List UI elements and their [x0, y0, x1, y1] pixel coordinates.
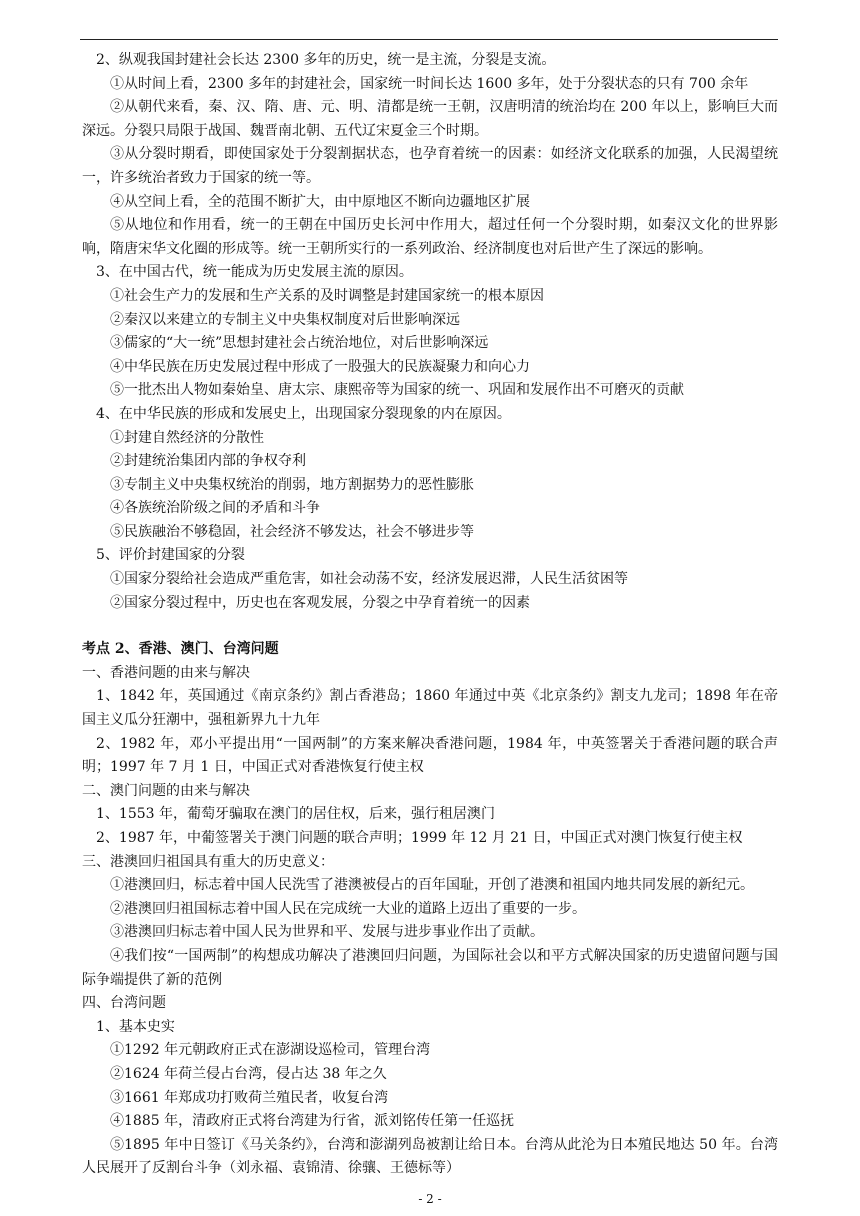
paragraph: 3、在中国古代，统一能成为历史发展主流的原因。	[96, 264, 413, 281]
paragraph: ②1624 年荷兰侵占台湾，侵占达 38 年之久	[110, 1065, 387, 1082]
paragraph: ④我们按“一国两制”的构想成功解决了港澳回归问题，为国际社会以和平方式解决国家的历史遗留问题与国际争端提供了新的范例	[82, 947, 778, 988]
paragraph: ②封建统治集团内部的争权夺利	[110, 453, 306, 470]
paragraph: ⑤从地位和作用看，统一的王朝在中国历史长河中作用大，超过任何一个分裂时期，如秦汉文化的世界影响，隋唐宋华文化圈的形成等。统一王朝所实行的一系列政治、经济制度也对后世产生了深远的影响。	[82, 217, 778, 257]
paragraph: ①社会生产力的发展和生产关系的及时调整是封建国家统一的根本原因	[110, 287, 544, 304]
paragraph: ④1885 年，清政府正式将台湾建为行省，派刘铭传任第一任巡抚	[110, 1113, 515, 1130]
paragraph: 1、基本史实	[96, 1018, 175, 1035]
paragraph: 三、港澳回归祖国具有重大的历史意义：	[82, 853, 334, 870]
paragraph: ④从空间上看，全的范围不断扩大，由中原地区不断向边疆地区扩展	[110, 193, 530, 210]
paragraph: ④中华民族在历史发展过程中形成了一股强大的民族凝聚力和向心力	[110, 358, 530, 375]
paragraph: 四、台湾问题	[82, 995, 166, 1012]
paragraph: ①封建自然经济的分散性	[110, 429, 264, 446]
header-rule	[80, 39, 778, 40]
paragraph: ①国家分裂给社会造成严重危害，如社会动荡不安，经济发展迟滞，人民生活贫困等	[110, 571, 628, 588]
paragraph: ⑤民族融治不够稳固，社会经济不够发达，社会不够进步等	[110, 523, 474, 540]
paragraph: 2、1982 年，邓小平提出用“一国两制”的方案来解决香港问题，1984 年，中英签署关于香港问题的联合声明；1997 年 7 月 1 日，中国正式对香港恢复行使主权	[82, 735, 778, 776]
paragraph: ②从朝代来看，秦、汉、隋、唐、元、明、清都是统一王朝，汉唐明清的统治均在 200 年以上，影响巨大而深远。分裂只局限于战国、魏晋南北朝、五代辽宋夏金三个时期。	[82, 99, 778, 139]
paragraph: 2、1987 年，中葡签署关于澳门问题的联合声明；1999 年 12 月 21 日，中国正式对澳门恢复行使主权	[96, 830, 743, 846]
paragraph: ①1292 年元朝政府正式在澎湖设巡检司，管理台湾	[110, 1042, 431, 1059]
paragraph: ⑤1895 年中日签订《马关条约》，台湾和澎湖列岛被割让给日本。台湾从此沦为日本殖民地达 50 年。台湾人民展开了反割台斗争（刘永福、袁锦清、徐骧、王德标等）	[82, 1136, 778, 1177]
paragraph: ②秦汉以来建立的专制主义中央集权制度对后世影响深远	[110, 311, 460, 328]
document-body	[82, 49, 778, 1181]
paragraph: 一、香港问题的由来与解决	[82, 664, 250, 681]
paragraph: ①港澳回归，标志着中国人民洗雪了港澳被侵占的百年国耻，开创了港澳和祖国内地共同发展的新纪元。	[110, 877, 754, 894]
page-number: - 2 -	[418, 1192, 442, 1206]
paragraph: ③儒家的“大一统”思想封建社会占统治地位，对后世影响深远	[110, 335, 489, 352]
paragraph: ②港澳回归祖国标志着中国人民在完成统一大业的道路上迈出了重要的一步。	[110, 900, 586, 917]
paragraph: ⑤一批杰出人物如秦始皇、唐太宗、康熙帝等为国家的统一、巩固和发展作出不可磨灭的贡献	[110, 382, 684, 399]
paragraph: 2、纵观我国封建社会长达 2300 多年的历史，统一是主流，分裂是支流。	[96, 52, 556, 68]
paragraph: 1、1842 年，英国通过《南京条约》割占香港岛；1860 年通过中英《北京条约》割支九龙司；1898 年在帝国主义瓜分狂潮中，强租新界九十九年	[82, 688, 778, 729]
section-heading: 考点 2、香港、澳门、台湾问题	[82, 641, 279, 658]
paragraph: ③港澳回归标志着中国人民为世界和平、发展与进步事业作出了贡献。	[110, 924, 544, 941]
paragraph: ③从分裂时期看，即使国家处于分裂割据状态，也孕育着统一的因素：如经济文化联系的加强，人民渴望统一，许多统治者致力于国家的统一等。	[82, 146, 778, 186]
paragraph: ④各族统治阶级之间的矛盾和斗争	[110, 500, 320, 517]
paragraph: ①从时间上看，2300 多年的封建社会，国家统一时间长达 1600 多年，处于分裂状态的只有 700 余年	[110, 75, 749, 92]
paragraph: 1、1553 年，葡萄牙骗取在澳门的居住权，后来，强行租居澳门	[96, 806, 495, 823]
paragraph: ③专制主义中央集权统治的削弱，地方割据势力的恶性膨胀	[110, 476, 474, 493]
spacer	[82, 615, 778, 638]
paragraph: ③1661 年郑成功打败荷兰殖民者，收复台湾	[110, 1089, 389, 1106]
paragraph: 二、澳门问题的由来与解决	[82, 782, 250, 799]
paragraph: ②国家分裂过程中，历史也在客观发展，分裂之中孕育着统一的因素	[110, 594, 530, 611]
paragraph: 5、评价封建国家的分裂	[96, 547, 245, 564]
paragraph: 4、在中华民族的形成和发展史上，出现国家分裂现象的内在原因。	[96, 405, 511, 422]
